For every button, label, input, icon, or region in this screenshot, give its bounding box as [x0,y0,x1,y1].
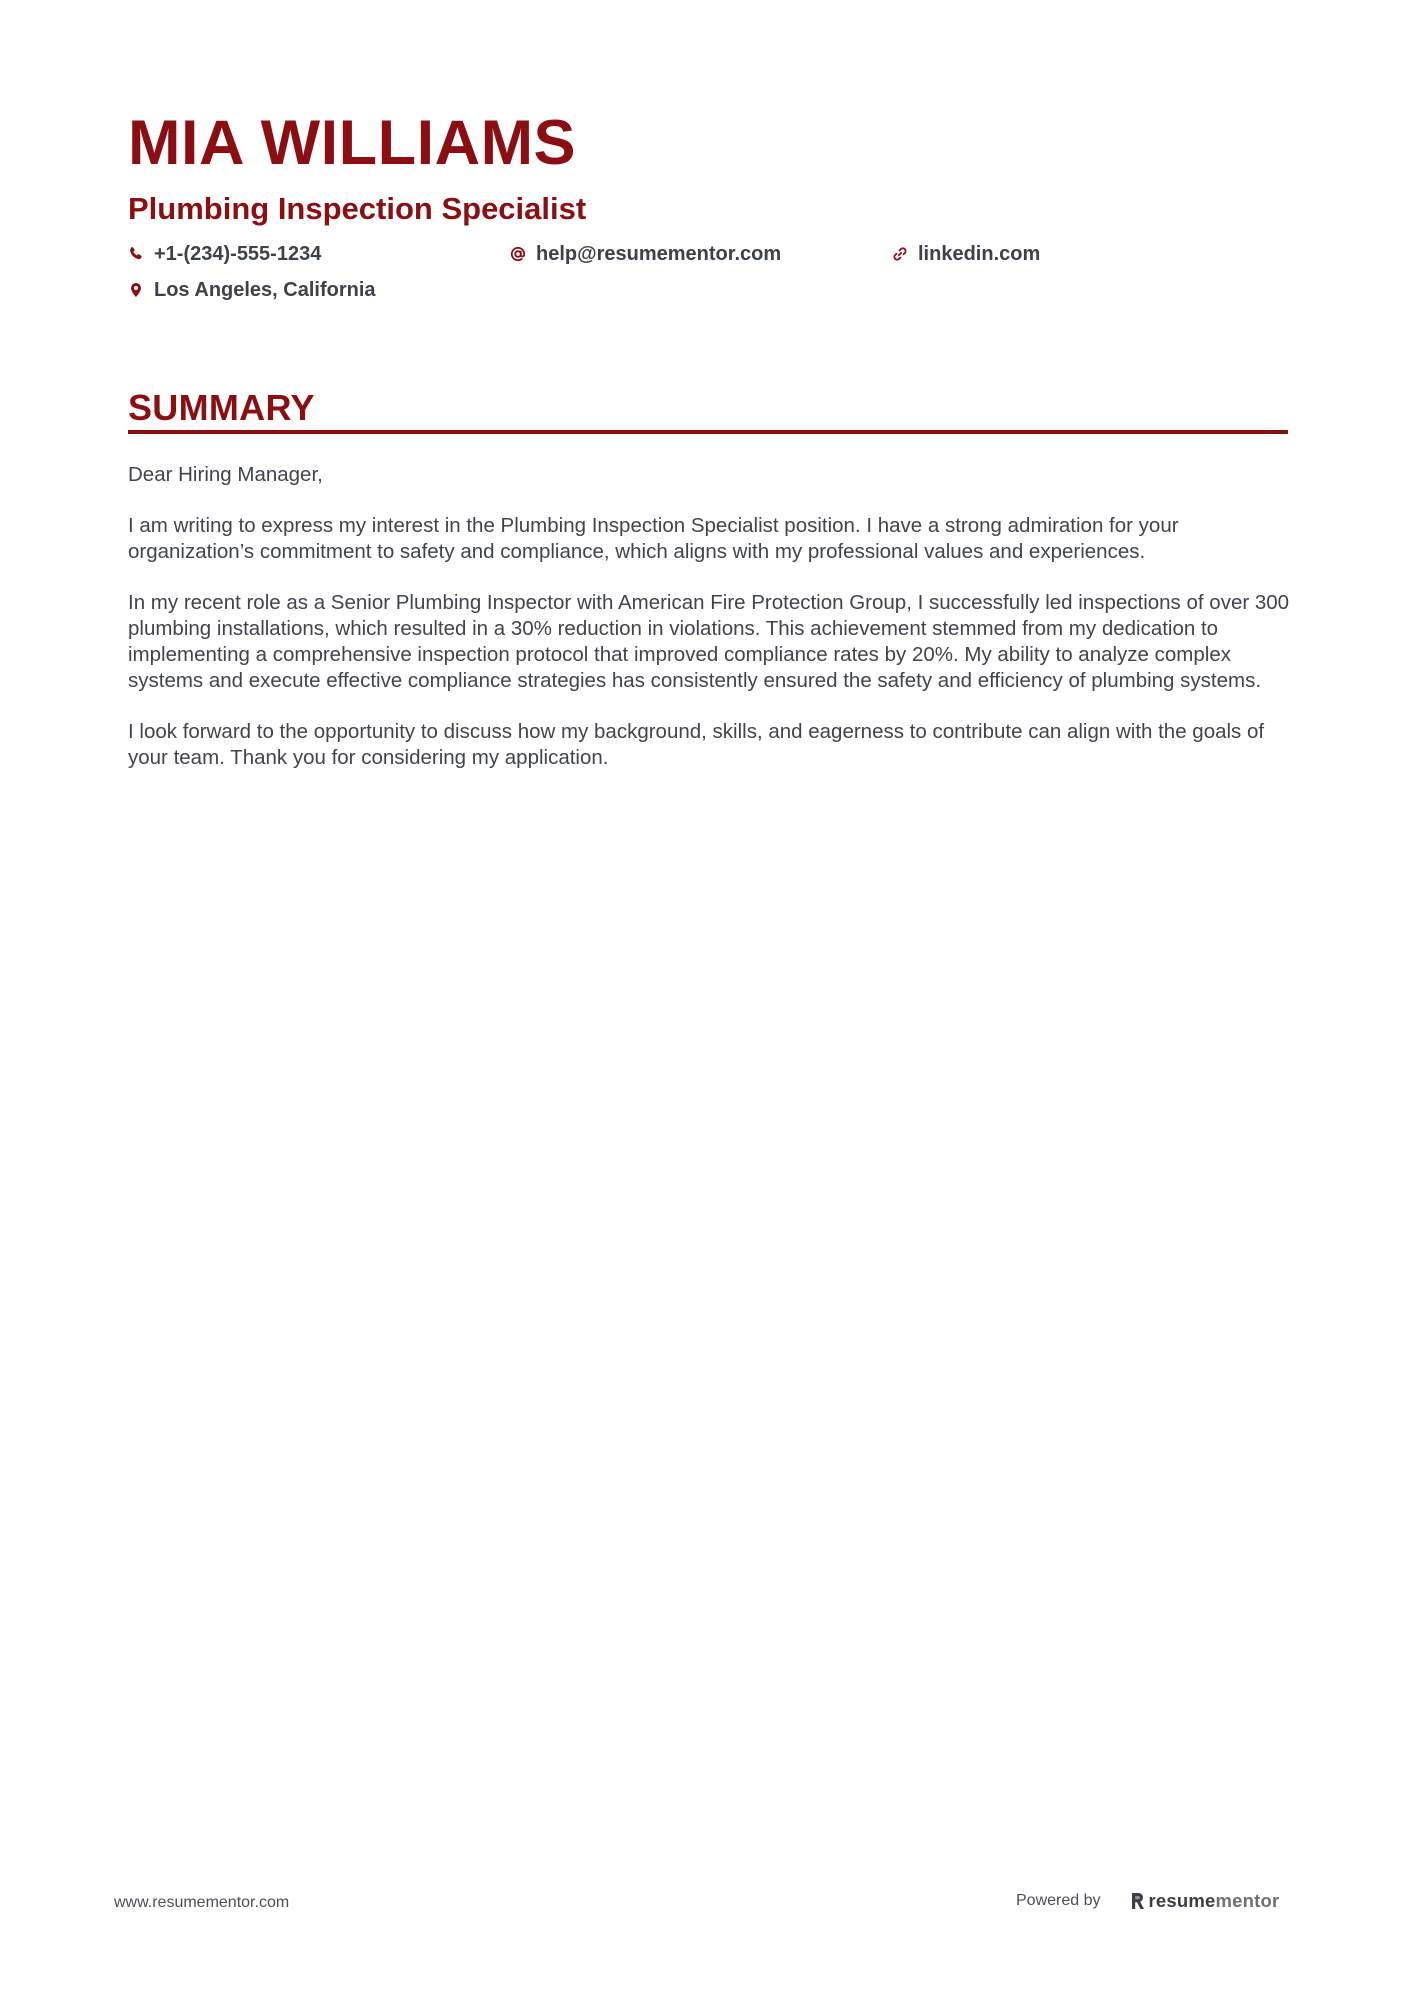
brand-name[interactable] [1149,1890,1280,1912]
summary-heading: SUMMARY [128,387,315,428]
salutation: Dear Hiring Manager, [128,463,323,486]
at-sign-icon [510,246,526,262]
map-pin-icon [128,282,144,298]
letter-body [128,462,1293,796]
contact-location [128,280,376,300]
phone-icon [128,246,144,262]
phone-text: +1-(234)-555-1234 [154,243,322,265]
candidate-name: MIA WILLIAMS [128,108,577,178]
paragraph-intro: I am writing to express my interest in the Plumbing Inspection Specialist position. I have a strong admiration for your organization’s commitment to safety and compliance, which aligns with my professional values and experiences. [128,514,1179,564]
brand-name-part2: mentor [1215,1890,1280,1911]
paragraph-closing: I look forward to the opportunity to discuss how my background, skills, and eagerness to contribute can align with the goals of your team. Thank you for considering my application. [128,719,1265,769]
brand-name-part1: resume [1148,1890,1216,1911]
paragraph-experience: In my recent role as a Senior Plumbing Inspector with American Fire Protection Group, I successfully led inspections of over 300 plumbing installations, which resulted in a 30% reduction in violations. This achievement stemmed from my dedication to implementing a comprehensive inspection protocol that improved compliance rates by 20%. My ability to analyze complex systems and execute effective compliance strategies has consistently ensured the safety and efficiency of plumbing systems. [128,591,1290,692]
contact-email[interactable] [510,244,781,264]
section-divider [128,430,1288,434]
linkedin-text: linkedin.com [918,243,1041,265]
email-text: help@resumementor.com [536,243,782,265]
location-text: Los Angeles, California [154,279,376,301]
footer-powered-by [1016,1890,1279,1912]
job-title: Plumbing Inspection Specialist [128,191,587,226]
powered-by-label: Powered by [1016,1892,1101,1909]
footer-website-link[interactable]: www.resumementor.com [114,1894,290,1911]
contact-linkedin[interactable] [892,244,1040,264]
contact-phone [128,244,321,264]
resumementor-logo-icon [1131,1892,1145,1910]
link-icon [892,246,908,262]
